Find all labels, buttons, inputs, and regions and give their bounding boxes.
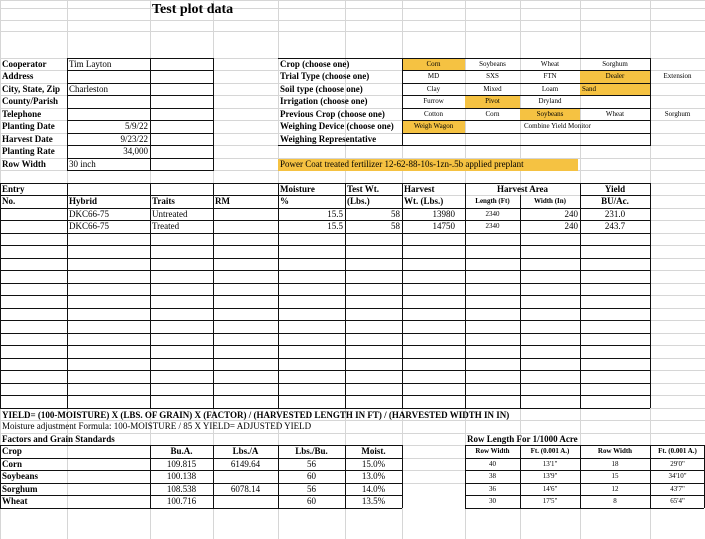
option-choice: Sorghum — [602, 60, 628, 68]
border-line — [67, 133, 213, 134]
entry-harvest-wt: 13980 — [432, 209, 455, 219]
border-line — [0, 383, 650, 384]
factor-cell: 60 — [307, 471, 316, 481]
option-label: Soil type (choose one) — [280, 84, 363, 94]
border-line — [0, 183, 1, 408]
factor-header: Bu.A. — [170, 446, 193, 456]
row-length-cell: 40 — [489, 460, 496, 468]
border-line — [402, 445, 403, 508]
border-line — [67, 95, 213, 96]
border-line — [0, 183, 650, 184]
entry-width: 240 — [564, 221, 578, 231]
factor-cell: 14.0% — [361, 484, 386, 494]
border-line — [402, 70, 650, 71]
column-header: Traits — [152, 196, 175, 206]
page-title: Test plot data — [152, 2, 234, 17]
row-length-cell: 36 — [489, 485, 496, 493]
border-line — [465, 508, 704, 509]
border-line — [0, 320, 650, 321]
border-line — [67, 145, 213, 146]
info-value: 9/23/22 — [120, 134, 148, 144]
option-choice: Wheat — [605, 110, 625, 118]
entry-length: 2340 — [485, 210, 500, 218]
border-line — [402, 83, 650, 84]
border-line — [0, 333, 650, 334]
column-header: Hybrid — [69, 196, 98, 206]
entry-moisture: 15.5 — [327, 221, 343, 231]
factor-cell: 6149.64 — [230, 459, 261, 469]
entry-test-wt: 58 — [391, 221, 400, 231]
info-value: 34,000 — [123, 146, 148, 156]
border-line — [278, 145, 650, 146]
grid-line — [0, 20, 705, 21]
border-line — [465, 483, 704, 484]
row-length-header: Row Width — [597, 447, 633, 455]
border-line — [650, 58, 651, 146]
border-line — [0, 195, 402, 196]
info-value: Charleston — [69, 84, 108, 94]
option-choice: Soybeans — [479, 60, 506, 68]
row-length-header: Ft. (0.001 A.) — [658, 447, 697, 455]
row-length-header: Ft. (0.001 A.) — [530, 447, 570, 455]
border-line — [67, 70, 213, 71]
entry-hybrid: DKC66-75 — [69, 221, 109, 231]
border-line — [0, 483, 402, 484]
option-choice: Corn — [485, 110, 500, 118]
entry-traits: Treated — [152, 221, 180, 231]
column-header: Width (In) — [534, 197, 566, 205]
border-line — [402, 58, 403, 146]
border-line — [650, 445, 651, 508]
factor-cell: Wheat — [2, 496, 28, 506]
factor-header: Moist. — [361, 446, 386, 456]
entry-harvest-wt: 14750 — [432, 221, 455, 231]
entry-traits: Untreated — [152, 209, 188, 219]
row-length-cell: 13'1" — [542, 460, 558, 468]
option-choice: Dryland — [538, 97, 562, 105]
info-label: Planting Rate — [2, 146, 55, 156]
yield-formula: YIELD= (100-MOISTURE) X (LBS. OF GRAIN) X (FACTOR) / (HARVESTED LENGTH IN FT) / (HARVESTED WIDTH IN IN) — [2, 410, 510, 420]
border-line — [402, 120, 650, 121]
factor-cell: 13.0% — [361, 471, 386, 481]
border-line — [0, 358, 650, 359]
border-line — [0, 370, 650, 371]
border-line — [67, 58, 213, 59]
row-length-cell: 18 — [611, 460, 619, 468]
option-label: Weighing Device (choose one) — [280, 121, 394, 131]
border-line — [465, 445, 704, 446]
border-line — [580, 183, 581, 408]
option-choice: MD — [427, 72, 440, 80]
option-choice: Loam — [541, 85, 559, 93]
info-label: Row Width — [2, 159, 46, 169]
option-choice: Mixed — [483, 85, 502, 93]
border-line — [580, 195, 650, 196]
border-line — [0, 395, 650, 396]
info-label: Harvest Date — [2, 134, 53, 144]
border-line — [465, 495, 704, 496]
border-line — [213, 58, 214, 171]
column-header: (Lbs.) — [347, 196, 370, 206]
column-header: Length (Ft) — [475, 197, 510, 205]
fertilizer-note: Power Coat treated fertilizer 12-62-88-10s-1zn-.5b applied preplant — [280, 159, 524, 169]
row-length-cell: 29'0" — [670, 460, 685, 468]
row-length-cell: 8 — [613, 497, 617, 505]
option-choice: Dealer — [605, 72, 625, 80]
border-line — [0, 445, 402, 446]
factor-cell: 60 — [307, 496, 316, 506]
row-length-header: Row Width — [475, 447, 510, 455]
grid-line — [0, 31, 705, 32]
border-line — [0, 208, 650, 209]
border-line — [67, 158, 213, 159]
info-value: Tim Layton — [69, 59, 112, 69]
row-length-cell: 12 — [611, 485, 619, 493]
entry-width: 240 — [564, 209, 578, 219]
border-line — [278, 58, 650, 59]
column-header: % — [280, 196, 289, 206]
info-label: Telephone — [2, 109, 42, 119]
border-line — [213, 445, 214, 508]
factor-cell: 56 — [307, 484, 316, 494]
option-choice: Sand — [582, 85, 596, 93]
grid-line — [0, 8, 705, 9]
column-header: BU/Ac. — [601, 196, 629, 206]
row-length-cell: 30 — [489, 497, 496, 505]
column-header: No. — [2, 196, 16, 206]
info-label: Address — [2, 71, 34, 81]
info-value: 30 inch — [69, 159, 96, 169]
factor-cell: 15.0% — [361, 459, 386, 469]
border-line — [67, 108, 213, 109]
column-header: Yield — [604, 184, 626, 194]
entry-yield: 231.0 — [604, 209, 626, 219]
border-line — [650, 183, 651, 408]
border-line — [150, 445, 151, 508]
grid-line — [0, 0, 705, 1]
info-label: County/Parish — [2, 96, 59, 106]
option-choice: Sorghum — [664, 110, 691, 118]
border-line — [0, 470, 402, 471]
factor-cell: 108.538 — [166, 484, 197, 494]
border-line — [278, 445, 279, 508]
factor-cell: 6078.14 — [230, 484, 261, 494]
column-header: Harvest Area — [496, 184, 549, 194]
option-label: Irrigation (choose one) — [280, 96, 368, 106]
border-line — [150, 183, 151, 408]
border-line — [402, 183, 403, 408]
option-choice: Combine Yield Monitor — [523, 122, 592, 130]
info-label: Planting Date — [2, 121, 55, 131]
option-label: Weighing Representative — [280, 134, 377, 144]
border-line — [0, 495, 402, 496]
option-label: Trial Type (choose one) — [280, 71, 370, 81]
row-length-title: Row Length For 1/1000 Acre — [467, 434, 578, 444]
row-length-cell: 34'10" — [668, 472, 687, 480]
factor-header: Lbs./Bu. — [295, 446, 328, 456]
border-line — [67, 83, 213, 84]
entry-hybrid: DKC66-75 — [69, 209, 109, 219]
column-header: Entry — [2, 184, 25, 194]
option-label: Previous Crop (choose one) — [280, 109, 385, 119]
border-line — [150, 58, 151, 171]
border-line — [402, 133, 650, 134]
border-line — [67, 58, 68, 171]
factor-cell: 13.5% — [361, 496, 386, 506]
option-choice: Clay — [426, 85, 441, 93]
column-header: Moisture — [280, 184, 315, 194]
info-label: City, State, Zip — [2, 84, 61, 94]
entry-test-wt: 58 — [391, 209, 400, 219]
border-line — [0, 258, 650, 259]
border-line — [0, 245, 650, 246]
option-choice: Pivot — [485, 97, 500, 105]
border-line — [465, 183, 466, 408]
moisture-formula: Moisture adjustment Formula: 100-MOISTURE / 85 X YIELD= ADJUSTED YIELD — [2, 421, 312, 431]
border-line — [0, 508, 402, 509]
border-line — [520, 445, 521, 508]
info-label: Cooperator — [2, 59, 47, 69]
border-line — [213, 183, 214, 408]
entry-length: 2340 — [485, 222, 500, 230]
option-choice: Furrow — [423, 97, 444, 105]
border-line — [67, 170, 213, 171]
factor-cell: Corn — [2, 459, 22, 469]
column-header: Test Wt. — [347, 184, 380, 194]
border-line — [0, 283, 650, 284]
border-line — [0, 233, 650, 234]
border-line — [0, 445, 1, 508]
factor-header: Lbs./A — [232, 446, 259, 456]
border-line — [520, 195, 521, 408]
border-line — [0, 345, 650, 346]
border-line — [0, 458, 402, 459]
column-header: RM — [215, 196, 230, 206]
option-choice: SXS — [486, 72, 499, 80]
border-line — [278, 183, 279, 408]
option-choice: Corn — [426, 60, 441, 68]
entry-moisture: 15.5 — [327, 209, 343, 219]
border-line — [465, 470, 704, 471]
column-header: Harvest — [404, 184, 435, 194]
row-length-cell: 65'4" — [670, 497, 685, 505]
border-line — [345, 183, 346, 408]
border-line — [345, 445, 346, 508]
factor-header: Crop — [2, 446, 22, 456]
factor-cell: Sorghum — [2, 484, 38, 494]
option-choice: Wheat — [540, 60, 560, 68]
border-line — [0, 220, 650, 221]
border-line — [465, 458, 704, 459]
factor-cell: 56 — [307, 459, 316, 469]
factor-cell: 100.716 — [166, 496, 197, 506]
row-length-cell: 14'6" — [542, 485, 558, 493]
border-line — [67, 120, 213, 121]
border-line — [0, 295, 650, 296]
option-label: Crop (choose one) — [280, 59, 350, 69]
border-line — [67, 183, 68, 408]
column-header: Wt. (Lbs.) — [404, 196, 444, 206]
border-line — [0, 308, 650, 309]
option-choice: FTN — [543, 72, 557, 80]
border-line — [465, 445, 466, 508]
option-choice: Soybeans — [536, 110, 564, 118]
border-line — [402, 95, 650, 96]
option-choice: Cotton — [423, 110, 444, 118]
row-length-cell: 17'5" — [542, 497, 558, 505]
factor-cell: 109.815 — [166, 459, 197, 469]
row-length-cell: 15 — [611, 472, 619, 480]
info-value: 5/9/22 — [124, 121, 148, 131]
row-length-cell: 38 — [489, 472, 496, 480]
factors-title: Factors and Grain Standards — [2, 434, 115, 444]
border-line — [0, 270, 650, 271]
border-line — [580, 445, 581, 508]
factor-cell: 100.138 — [166, 471, 197, 481]
border-line — [402, 108, 650, 109]
row-length-cell: 43'7" — [670, 485, 685, 493]
factor-cell: Soybeans — [2, 471, 39, 481]
option-choice: Extension — [663, 72, 692, 80]
option-choice: Weigh Wagon — [413, 122, 454, 130]
row-length-cell: 13'9" — [542, 472, 558, 480]
entry-yield: 243.7 — [604, 221, 626, 231]
